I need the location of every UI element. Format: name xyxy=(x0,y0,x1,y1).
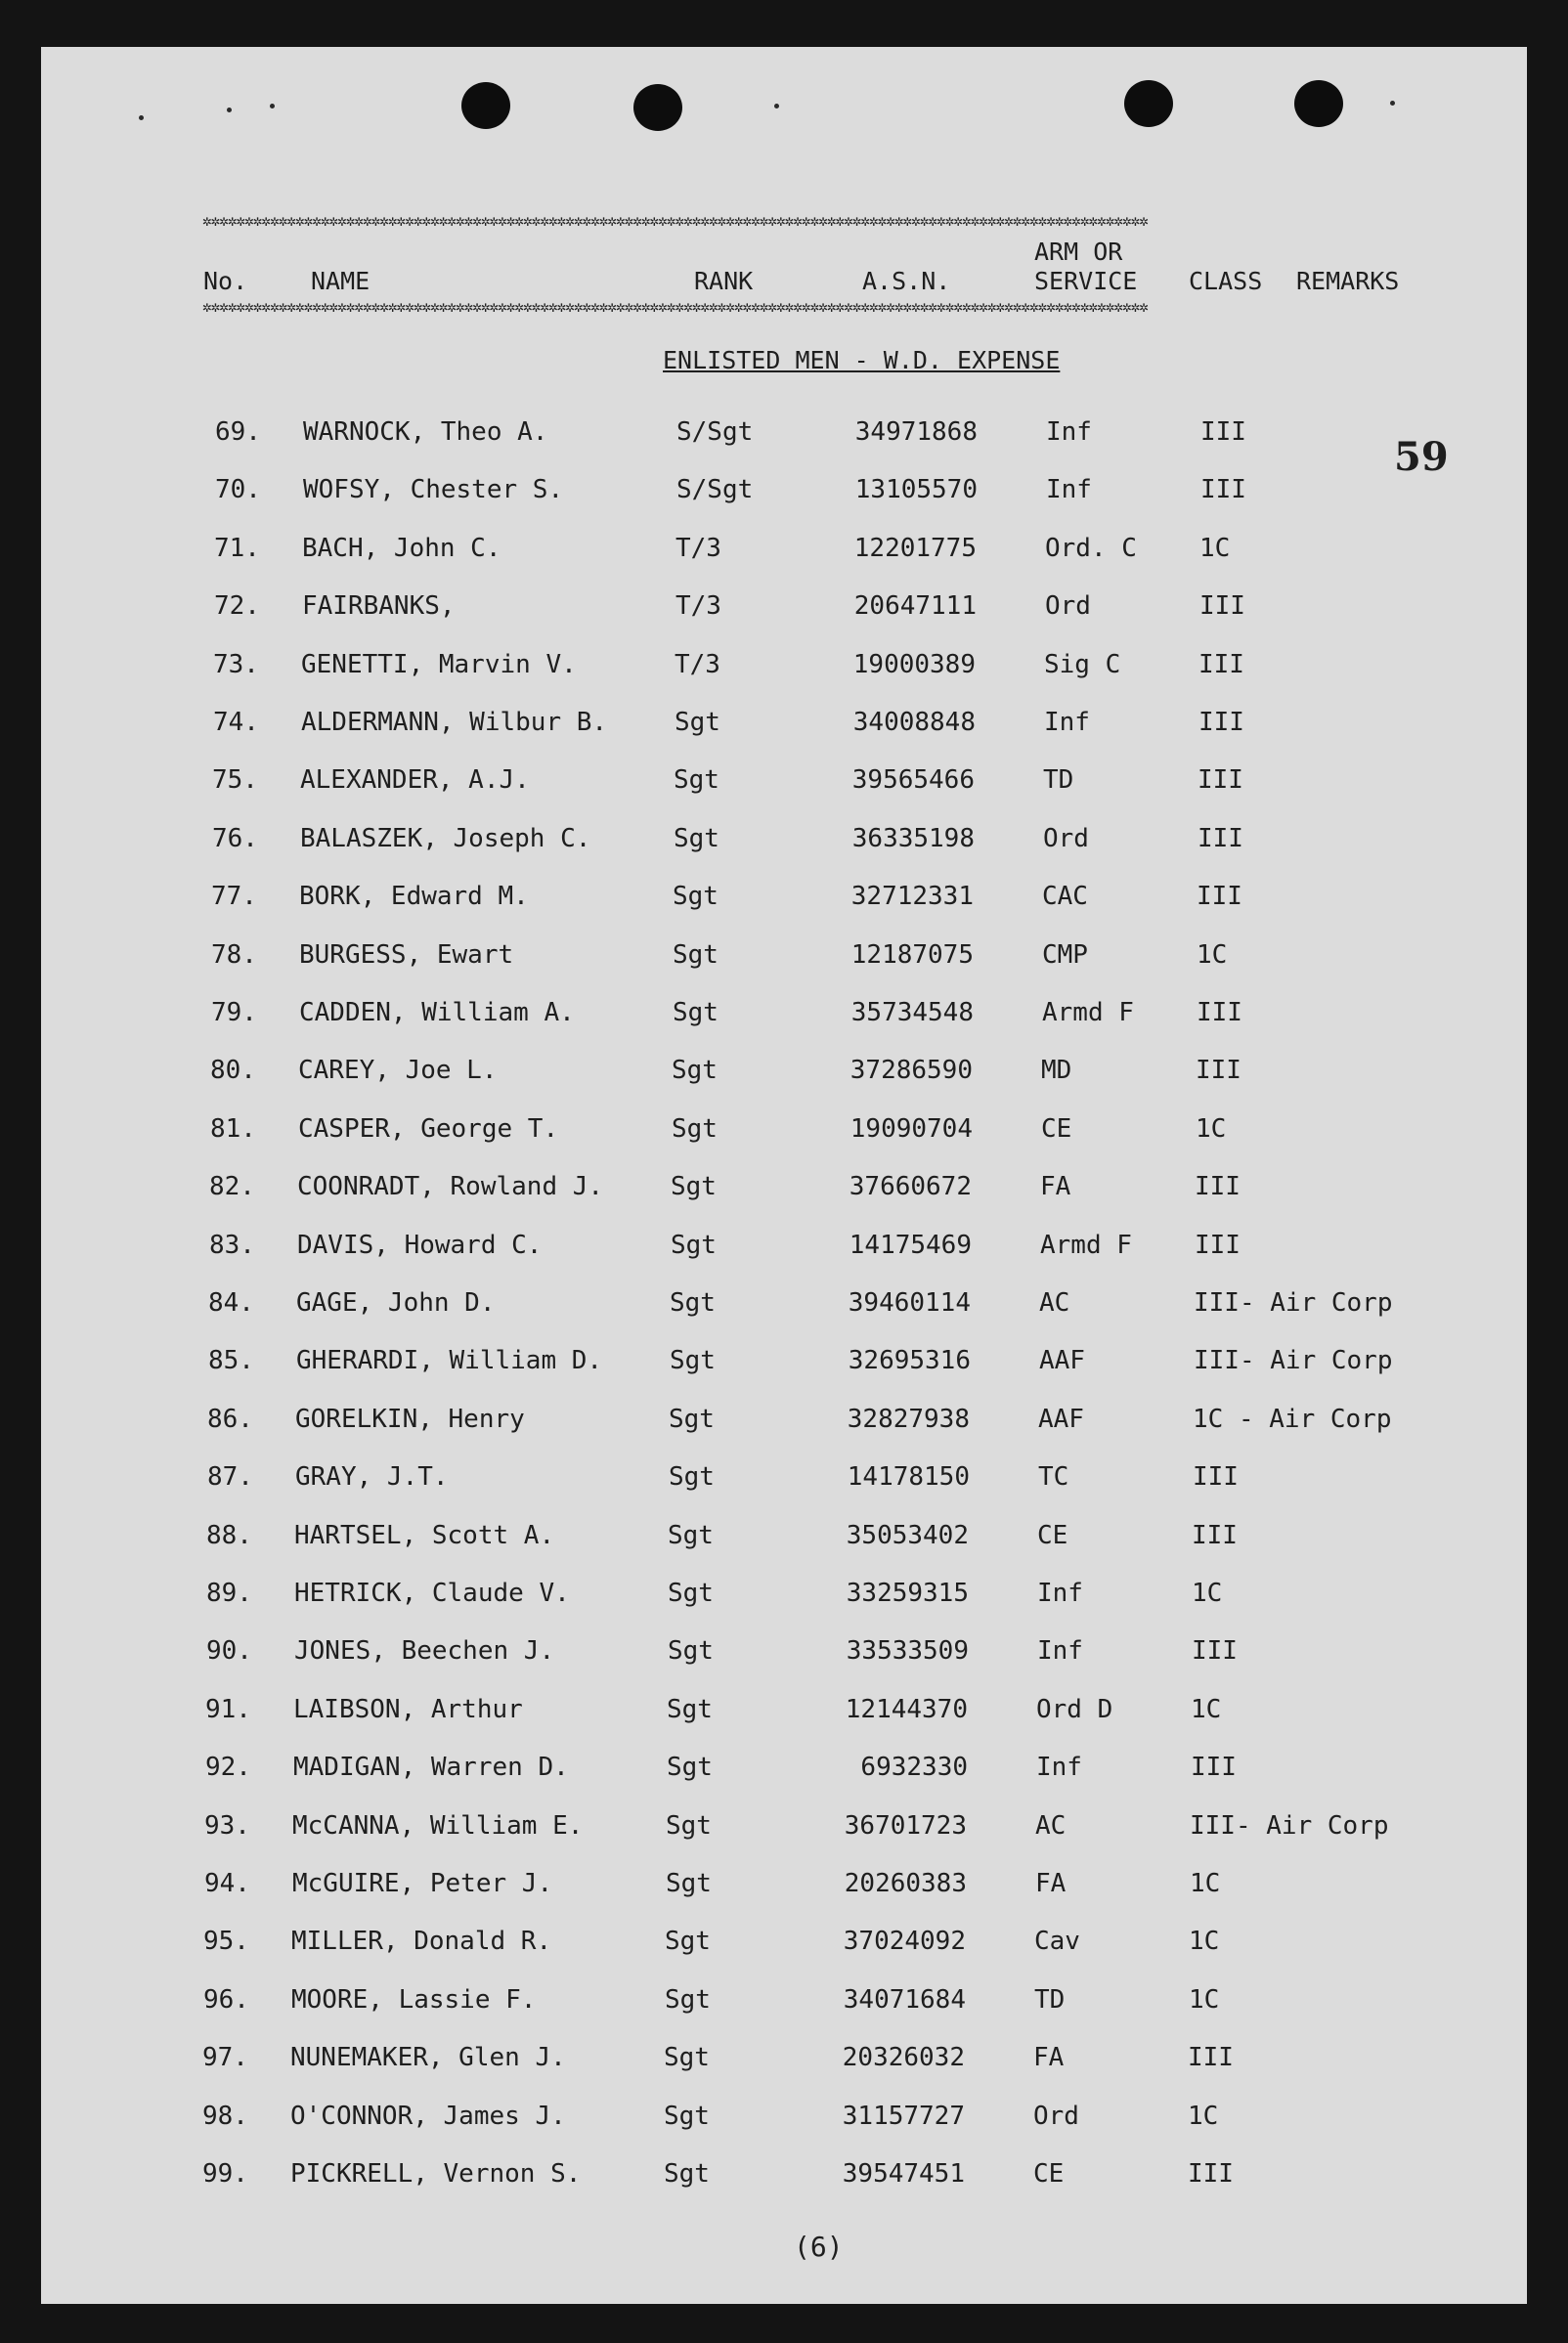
table-row xyxy=(34,1283,1520,1323)
member-arm-service: Cav xyxy=(1034,1927,1080,1957)
member-name: JONES, Beechen J. xyxy=(294,1636,555,1667)
member-name: GAGE, John D. xyxy=(296,1288,496,1318)
header-divider-top: ✲✲✲✲✲✲✲✲✲✲✲✲✲✲✲✲✲✲✲✲✲✲✲✲✲✲✲✲✲✲✲✲✲✲✲✲✲✲✲✲✲✲✲✲✲✲✲✲✲✲✲✲✲✲✲✲✲✲✲✲✲✲✲✲✲✲✲✲✲✲✲✲✲✲✲✲✲✲✲✲✲✲✲✲✲✲✲✲✲✲✲✲✲✲✲✲✲✲✲✲✲✲✲✲✲✲✲✲✲✲✲✲ xyxy=(202,213,1148,229)
member-arm-service: Inf xyxy=(1037,1579,1083,1608)
member-name: GENETTI, Marvin V. xyxy=(301,649,577,679)
member-asn: 35734548 xyxy=(850,998,974,1027)
member-arm-service: CE xyxy=(1037,1520,1068,1550)
member-arm-service: TD xyxy=(1043,765,1074,796)
row-number: 90. xyxy=(206,1636,252,1667)
member-arm-service: TC xyxy=(1038,1462,1069,1493)
member-class: III xyxy=(1198,823,1243,853)
member-rank: T/3 xyxy=(675,649,720,679)
member-asn: 32695316 xyxy=(848,1346,971,1376)
row-number: 93. xyxy=(204,1810,250,1841)
member-arm-service: Ord xyxy=(1045,591,1091,622)
row-number: 80. xyxy=(210,1056,256,1086)
member-class: III- Air Corp xyxy=(1190,1810,1389,1841)
member-asn: 33533509 xyxy=(846,1636,969,1667)
member-rank: Sgt xyxy=(667,1753,713,1783)
member-asn: 14178150 xyxy=(847,1462,970,1493)
member-rank: Sgt xyxy=(670,1288,716,1318)
row-number: 74. xyxy=(213,708,259,737)
table-row xyxy=(34,1341,1520,1380)
column-header-name: NAME xyxy=(311,267,370,295)
member-rank: Sgt xyxy=(669,1462,715,1493)
table-row xyxy=(32,1574,1518,1613)
row-number: 83. xyxy=(209,1230,255,1260)
member-arm-service: Inf xyxy=(1036,1753,1082,1783)
member-asn: 39547451 xyxy=(842,2159,965,2189)
table-row xyxy=(37,993,1523,1032)
table-row xyxy=(29,1980,1515,2019)
table-row xyxy=(41,412,1527,452)
member-asn: 13105570 xyxy=(854,475,978,505)
table-row xyxy=(31,1690,1517,1729)
member-name: MILLER, Donald R. xyxy=(291,1927,552,1957)
member-class: III xyxy=(1188,2159,1234,2189)
table-row xyxy=(30,1864,1516,1903)
member-name: GORELKIN, Henry xyxy=(295,1404,525,1434)
row-number: 76. xyxy=(212,823,258,853)
member-name: HARTSEL, Scott A. xyxy=(294,1520,555,1550)
member-name: MADIGAN, Warren D. xyxy=(293,1753,569,1783)
punch-hole xyxy=(1124,80,1173,127)
row-number: 91. xyxy=(205,1694,251,1724)
member-class: III xyxy=(1198,765,1243,796)
member-arm-service: Inf xyxy=(1044,708,1090,737)
member-class: III xyxy=(1200,475,1246,505)
member-rank: Sgt xyxy=(674,823,719,853)
row-number: 94. xyxy=(204,1869,250,1898)
member-class: 1C xyxy=(1192,1579,1223,1608)
row-number: 85. xyxy=(208,1346,254,1376)
member-rank: Sgt xyxy=(664,2043,710,2073)
member-asn: 12187075 xyxy=(850,939,974,970)
row-number: 97. xyxy=(202,2043,248,2073)
member-arm-service: CMP xyxy=(1042,939,1088,970)
row-number: 82. xyxy=(209,1172,255,1202)
member-class: III xyxy=(1197,882,1242,912)
member-asn: 34971868 xyxy=(854,417,978,447)
row-number: 92. xyxy=(205,1753,251,1783)
table-row xyxy=(38,760,1524,800)
table-row xyxy=(33,1457,1519,1497)
row-number: 81. xyxy=(210,1113,256,1144)
member-asn: 34008848 xyxy=(852,708,976,737)
member-asn: 12201775 xyxy=(853,533,977,563)
row-number: 75. xyxy=(212,765,258,796)
member-rank: Sgt xyxy=(672,1056,718,1086)
member-asn: 12144370 xyxy=(845,1694,968,1724)
member-asn: 37660672 xyxy=(849,1172,972,1202)
member-rank: Sgt xyxy=(669,1404,715,1434)
section-title: ENLISTED MEN - W.D. EXPENSE xyxy=(663,346,1061,374)
row-number: 99. xyxy=(202,2159,248,2189)
table-row xyxy=(38,819,1524,858)
member-name: CASPER, George T. xyxy=(298,1113,559,1144)
member-arm-service: AC xyxy=(1035,1810,1067,1841)
speck xyxy=(270,104,275,108)
member-name: COONRADT, Rowland J. xyxy=(297,1172,604,1202)
member-arm-service: Ord xyxy=(1043,823,1089,853)
member-rank: T/3 xyxy=(675,533,721,563)
table-row xyxy=(35,1226,1521,1265)
member-class: III xyxy=(1198,708,1244,737)
table-row xyxy=(39,645,1525,684)
member-asn: 19090704 xyxy=(849,1113,973,1144)
table-row xyxy=(39,703,1525,742)
member-name: LAIBSON, Arthur xyxy=(293,1694,523,1724)
member-asn: 31157727 xyxy=(842,2101,965,2131)
row-number: 87. xyxy=(207,1462,253,1493)
member-name: PICKRELL, Vernon S. xyxy=(290,2159,582,2189)
row-number: 69. xyxy=(215,417,261,447)
member-arm-service: Inf xyxy=(1037,1636,1083,1667)
column-header-class: CLASS xyxy=(1189,267,1263,295)
member-class: III- Air Corp xyxy=(1194,1288,1393,1318)
member-arm-service: FA xyxy=(1040,1172,1071,1202)
table-row xyxy=(41,470,1527,509)
table-row xyxy=(32,1631,1518,1670)
member-asn: 39460114 xyxy=(848,1288,971,1318)
member-name: BALASZEK, Joseph C. xyxy=(300,823,591,853)
member-class: III xyxy=(1198,649,1244,679)
member-name: FAIRBANKS, xyxy=(302,591,456,622)
member-arm-service: Ord D xyxy=(1036,1694,1113,1724)
member-rank: Sgt xyxy=(664,2101,710,2131)
member-asn: 39565466 xyxy=(851,765,975,796)
member-rank: T/3 xyxy=(675,591,721,622)
member-rank: Sgt xyxy=(668,1579,714,1608)
table-row xyxy=(35,1167,1521,1206)
member-arm-service: Sig C xyxy=(1044,649,1121,679)
punch-hole xyxy=(461,82,510,129)
member-class: III xyxy=(1197,998,1242,1027)
member-name: GHERARDI, William D. xyxy=(296,1346,603,1376)
table-row xyxy=(36,1109,1522,1149)
member-class: 1C xyxy=(1188,2101,1219,2131)
member-asn: 35053402 xyxy=(846,1520,969,1550)
speck xyxy=(139,115,144,120)
member-name: HETRICK, Claude V. xyxy=(294,1579,570,1608)
table-row xyxy=(40,529,1526,568)
member-arm-service: CE xyxy=(1033,2159,1065,2189)
member-asn: 20326032 xyxy=(842,2043,965,2073)
member-rank: Sgt xyxy=(673,882,719,912)
member-asn: 14175469 xyxy=(849,1230,972,1260)
punch-hole xyxy=(1294,80,1343,127)
table-row xyxy=(30,1806,1516,1845)
table-row xyxy=(28,2038,1514,2077)
member-class: III xyxy=(1192,1520,1238,1550)
member-arm-service: CAC xyxy=(1042,882,1088,912)
member-asn: 32827938 xyxy=(847,1404,970,1434)
member-class: III xyxy=(1195,1172,1241,1202)
member-rank: Sgt xyxy=(673,939,719,970)
row-number: 96. xyxy=(203,1984,249,2015)
speck xyxy=(774,104,779,108)
member-rank: Sgt xyxy=(675,708,720,737)
member-class: 1C xyxy=(1189,1984,1220,2015)
row-number: 79. xyxy=(211,998,257,1027)
member-class: 1C xyxy=(1191,1694,1222,1724)
row-number: 71. xyxy=(214,533,260,563)
member-name: BURGESS, Ewart xyxy=(299,939,514,970)
table-row xyxy=(29,1922,1515,1961)
member-arm-service: Ord xyxy=(1033,2101,1079,2131)
member-rank: Sgt xyxy=(668,1520,714,1550)
member-name: CADDEN, William A. xyxy=(299,998,575,1027)
column-header-remarks: REMARKS xyxy=(1296,267,1400,295)
row-number: 95. xyxy=(203,1927,249,1957)
member-arm-service: FA xyxy=(1035,1869,1067,1898)
page-footer: (6) xyxy=(794,2231,844,2263)
row-number: 70. xyxy=(215,475,261,505)
member-asn: 19000389 xyxy=(852,649,976,679)
member-rank: Sgt xyxy=(671,1230,717,1260)
member-name: MOORE, Lassie F. xyxy=(291,1984,537,2015)
member-class: III xyxy=(1191,1753,1237,1783)
member-rank: Sgt xyxy=(670,1346,716,1376)
member-asn: 33259315 xyxy=(846,1579,969,1608)
member-asn: 36335198 xyxy=(851,823,975,853)
table-row xyxy=(37,935,1523,975)
member-rank: Sgt xyxy=(668,1636,714,1667)
member-class: 1C xyxy=(1190,1869,1221,1898)
row-number: 73. xyxy=(213,649,259,679)
member-name: GRAY, J.T. xyxy=(295,1462,449,1493)
member-class: III- Air Corp xyxy=(1194,1346,1393,1376)
table-row xyxy=(28,2097,1514,2136)
member-name: WOFSY, Chester S. xyxy=(303,475,564,505)
row-number: 78. xyxy=(211,939,257,970)
member-asn: 20647111 xyxy=(853,591,977,622)
member-name: McGUIRE, Peter J. xyxy=(292,1869,553,1898)
member-class: 1C xyxy=(1189,1927,1220,1957)
row-number: 89. xyxy=(206,1579,252,1608)
member-rank: Sgt xyxy=(673,998,719,1027)
member-class: III xyxy=(1195,1230,1241,1260)
column-header-asn: A.S.N. xyxy=(862,267,951,295)
member-class: 1C xyxy=(1199,533,1231,563)
member-arm-service: Inf xyxy=(1046,475,1092,505)
member-rank: Sgt xyxy=(671,1172,717,1202)
member-name: CAREY, Joe L. xyxy=(298,1056,498,1086)
page-number: 59 xyxy=(1394,434,1449,480)
member-asn: 20260383 xyxy=(844,1869,967,1898)
member-asn: 34071684 xyxy=(843,1984,966,2015)
member-name: ALEXANDER, A.J. xyxy=(300,765,530,796)
table-row xyxy=(36,1051,1522,1090)
member-class: 1C - Air Corp xyxy=(1193,1404,1392,1434)
member-class: III xyxy=(1192,1636,1238,1667)
member-arm-service: TD xyxy=(1034,1984,1066,2015)
table-row xyxy=(28,2154,1514,2193)
table-row xyxy=(37,877,1523,916)
member-asn: 36701723 xyxy=(844,1810,967,1841)
row-number: 77. xyxy=(211,882,257,912)
table-row xyxy=(33,1400,1519,1439)
column-header-no: No. xyxy=(203,267,248,295)
member-name: NUNEMAKER, Glen J. xyxy=(290,2043,566,2073)
member-rank: Sgt xyxy=(672,1113,718,1144)
member-rank: Sgt xyxy=(665,1927,711,1957)
member-asn: 37024092 xyxy=(843,1927,966,1957)
member-asn: 37286590 xyxy=(849,1056,973,1086)
row-number: 84. xyxy=(208,1288,254,1318)
member-rank: Sgt xyxy=(667,1694,713,1724)
member-arm-service: Armd F xyxy=(1040,1230,1132,1260)
member-asn: 6932330 xyxy=(860,1753,968,1783)
column-header-rank: RANK xyxy=(694,267,754,295)
member-name: BACH, John C. xyxy=(302,533,501,563)
punch-hole xyxy=(633,84,682,131)
document-page xyxy=(41,47,1527,2304)
member-rank: Sgt xyxy=(674,765,719,796)
member-class: III xyxy=(1200,417,1246,447)
member-asn: 32712331 xyxy=(850,882,974,912)
member-class: III xyxy=(1193,1462,1239,1493)
member-class: 1C xyxy=(1196,1113,1227,1144)
member-class: III xyxy=(1188,2043,1234,2073)
member-arm-service: Inf xyxy=(1046,417,1092,447)
row-number: 98. xyxy=(202,2101,248,2131)
row-number: 86. xyxy=(207,1404,253,1434)
member-rank: Sgt xyxy=(666,1869,712,1898)
member-arm-service: AAF xyxy=(1038,1404,1084,1434)
member-rank: Sgt xyxy=(666,1810,712,1841)
member-class: III xyxy=(1196,1056,1241,1086)
member-rank: S/Sgt xyxy=(676,475,754,505)
column-header-arm-line1: ARM OR xyxy=(1034,238,1123,266)
member-name: BORK, Edward M. xyxy=(299,882,529,912)
column-header-arm-line2: SERVICE xyxy=(1034,267,1138,295)
table-row xyxy=(31,1748,1517,1787)
member-rank: Sgt xyxy=(665,1984,711,2015)
member-name: O'CONNOR, James J. xyxy=(290,2101,566,2131)
member-arm-service: Ord. C xyxy=(1045,533,1137,563)
header-divider-bottom: ✲✲✲✲✲✲✲✲✲✲✲✲✲✲✲✲✲✲✲✲✲✲✲✲✲✲✲✲✲✲✲✲✲✲✲✲✲✲✲✲✲✲✲✲✲✲✲✲✲✲✲✲✲✲✲✲✲✲✲✲✲✲✲✲✲✲✲✲✲✲✲✲✲✲✲✲✲✲✲✲✲✲✲✲✲✲✲✲✲✲✲✲✲✲✲✲✲✲✲✲✲✲✲✲✲✲✲✲✲✲✲✲ xyxy=(202,299,1148,315)
table-row xyxy=(40,586,1526,626)
member-class: 1C xyxy=(1197,939,1228,970)
member-class: III xyxy=(1199,591,1245,622)
member-arm-service: AC xyxy=(1039,1288,1070,1318)
member-rank: Sgt xyxy=(664,2159,710,2189)
member-name: ALDERMANN, Wilbur B. xyxy=(301,708,608,737)
row-number: 88. xyxy=(206,1520,252,1550)
member-name: DAVIS, Howard C. xyxy=(297,1230,543,1260)
member-rank: S/Sgt xyxy=(676,417,754,447)
member-arm-service: AAF xyxy=(1039,1346,1085,1376)
member-name: WARNOCK, Theo A. xyxy=(303,417,548,447)
speck xyxy=(227,108,232,112)
speck xyxy=(1390,101,1395,106)
table-row xyxy=(32,1516,1518,1555)
member-name: McCANNA, William E. xyxy=(292,1810,584,1841)
member-arm-service: CE xyxy=(1041,1113,1072,1144)
member-arm-service: Armd F xyxy=(1042,998,1134,1027)
member-arm-service: FA xyxy=(1033,2043,1065,2073)
member-arm-service: MD xyxy=(1041,1056,1072,1086)
row-number: 72. xyxy=(214,591,260,622)
